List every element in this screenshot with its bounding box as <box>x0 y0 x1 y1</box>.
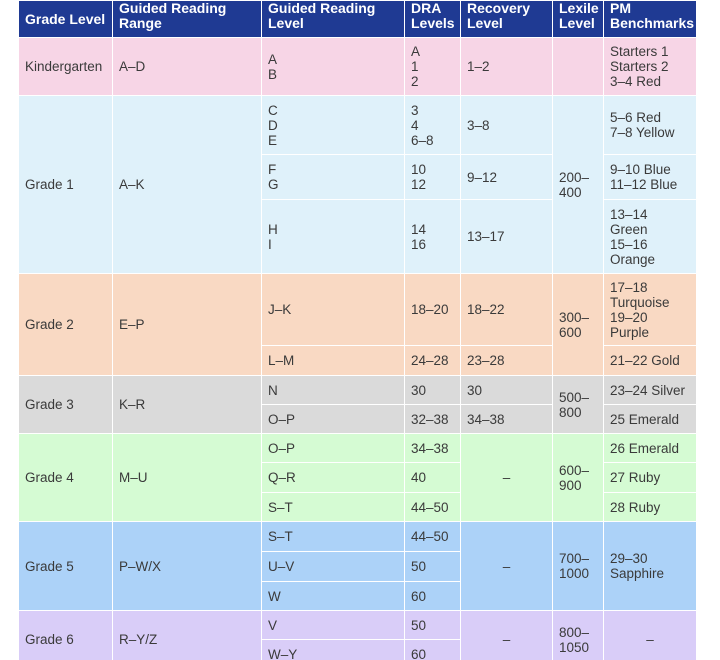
header-guided-reading-level: Guided Reading Level <box>262 1 405 38</box>
guided-level-cell: J–K <box>262 274 405 346</box>
header-pm-benchmarks: PM Benchmarks <box>604 1 697 38</box>
grade-cell: Grade 6 <box>19 611 113 660</box>
range-cell: E–P <box>113 274 262 376</box>
range-cell: M–U <box>113 434 262 522</box>
recovery-cell: – <box>461 611 553 660</box>
recovery-cell: 34–38 <box>461 405 553 434</box>
pm-cell: 5–6 Red 7–8 Yellow <box>604 96 697 155</box>
dra-cell: 24–28 <box>405 346 461 376</box>
dra-cell: 60 <box>405 582 461 611</box>
dra-cell: 50 <box>405 611 461 640</box>
grade-cell: Grade 1 <box>19 96 113 274</box>
recovery-cell: – <box>461 522 553 611</box>
reading-level-table <box>18 0 696 660</box>
recovery-cell: 23–28 <box>461 346 553 376</box>
guided-level-cell: O–P <box>262 434 405 463</box>
grade-cell: Grade 4 <box>19 434 113 522</box>
pm-cell: – <box>604 611 697 660</box>
recovery-cell: 3–8 <box>461 96 553 155</box>
guided-level-cell: W <box>262 582 405 611</box>
guided-level-cell: O–P <box>262 405 405 434</box>
range-cell: R–Y/Z <box>113 611 262 660</box>
table-row-grade5-a <box>19 522 697 552</box>
header-row <box>19 1 697 38</box>
recovery-cell: 18–22 <box>461 274 553 346</box>
pm-cell: 26 Emerald <box>604 434 697 463</box>
header-recovery-level: Recovery Level <box>461 1 553 38</box>
grade-cell: Grade 3 <box>19 376 113 434</box>
header-guided-reading-range: Guided Reading Range <box>113 1 262 38</box>
guided-level-cell: S–T <box>262 522 405 552</box>
recovery-cell: – <box>461 434 553 522</box>
dra-cell: A 1 2 <box>405 38 461 96</box>
table-row-grade1-a <box>19 96 697 155</box>
guided-level-cell: U–V <box>262 552 405 582</box>
header-grade-level: Grade Level <box>19 1 113 38</box>
guided-level-cell: V <box>262 611 405 640</box>
guided-level-cell: A B <box>262 38 405 96</box>
pm-cell: 13–14 Green 15–16 Orange <box>604 200 697 274</box>
pm-cell: 9–10 Blue 11–12 Blue <box>604 155 697 200</box>
guided-level-cell: H I <box>262 200 405 274</box>
grade-cell: Grade 2 <box>19 274 113 376</box>
lexile-cell: 600– 900 <box>553 434 604 522</box>
grade-cell: Grade 5 <box>19 522 113 611</box>
dra-cell: 18–20 <box>405 274 461 346</box>
range-cell: A–D <box>113 38 262 96</box>
table-row-kindergarten <box>19 38 697 96</box>
lexile-cell <box>553 38 604 96</box>
pm-cell: 29–30 Sapphire <box>604 522 697 611</box>
dra-cell: 40 <box>405 463 461 493</box>
dra-cell: 14 16 <box>405 200 461 274</box>
pm-cell: 27 Ruby <box>604 463 697 493</box>
lexile-cell: 800– 1050 <box>553 611 604 660</box>
header-lexile-level: Lexile Level <box>553 1 604 38</box>
recovery-cell: 30 <box>461 376 553 405</box>
table-row-grade2-a <box>19 274 697 346</box>
reading-level-chart <box>18 0 696 660</box>
pm-cell: Starters 1 Starters 2 3–4 Red <box>604 38 697 96</box>
recovery-cell: 1–2 <box>461 38 553 96</box>
range-cell: P–W/X <box>113 522 262 611</box>
pm-cell: 21–22 Gold <box>604 346 697 376</box>
pm-cell: 23–24 Silver <box>604 376 697 405</box>
dra-cell: 44–50 <box>405 493 461 522</box>
guided-level-cell: F G <box>262 155 405 200</box>
guided-level-cell: W–Y <box>262 640 405 660</box>
pm-cell: 17–18 Turquoise 19–20 Purple <box>604 274 697 346</box>
guided-level-cell: S–T <box>262 493 405 522</box>
dra-cell: 32–38 <box>405 405 461 434</box>
dra-cell: 10 12 <box>405 155 461 200</box>
guided-level-cell: L–M <box>262 346 405 376</box>
recovery-cell: 9–12 <box>461 155 553 200</box>
guided-level-cell: Q–R <box>262 463 405 493</box>
dra-cell: 50 <box>405 552 461 582</box>
pm-cell: 28 Ruby <box>604 493 697 522</box>
lexile-cell: 500– 800 <box>553 376 604 434</box>
table-row-grade6-a <box>19 611 697 640</box>
dra-cell: 34–38 <box>405 434 461 463</box>
range-cell: K–R <box>113 376 262 434</box>
grade-cell: Kindergarten <box>19 38 113 96</box>
lexile-cell: 300– 600 <box>553 274 604 376</box>
lexile-cell: 200– 400 <box>553 96 604 274</box>
dra-cell: 30 <box>405 376 461 405</box>
lexile-cell: 700– 1000 <box>553 522 604 611</box>
dra-cell: 60 <box>405 640 461 660</box>
dra-cell: 44–50 <box>405 522 461 552</box>
table-row-grade3-a <box>19 376 697 405</box>
guided-level-cell: N <box>262 376 405 405</box>
pm-cell: 25 Emerald <box>604 405 697 434</box>
table-row-grade4-a <box>19 434 697 463</box>
recovery-cell: 13–17 <box>461 200 553 274</box>
guided-level-cell: C D E <box>262 96 405 155</box>
range-cell: A–K <box>113 96 262 274</box>
dra-cell: 3 4 6–8 <box>405 96 461 155</box>
header-dra-levels: DRA Levels <box>405 1 461 38</box>
